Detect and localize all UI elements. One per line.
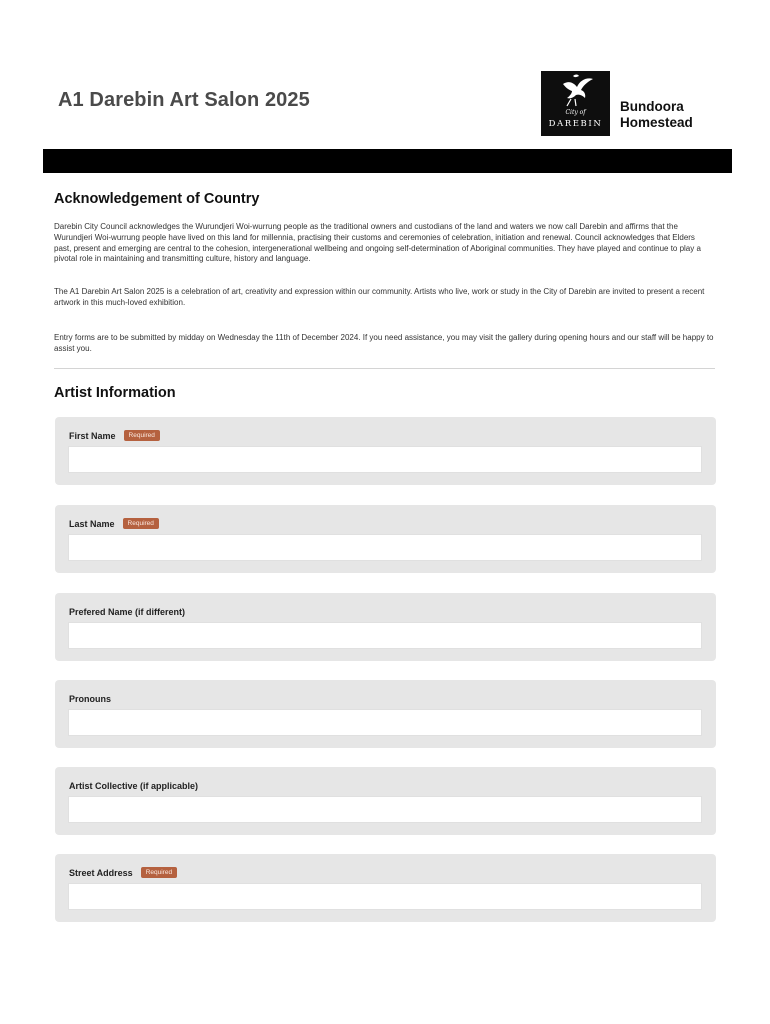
pronouns-input[interactable] — [68, 709, 702, 736]
artist-collective-card — [55, 767, 716, 835]
organisation-name — [620, 99, 693, 130]
org-name-line-2: Homestead — [620, 114, 693, 130]
section-divider — [54, 368, 715, 369]
street-address-card — [55, 854, 716, 922]
city-of-darebin-logo — [541, 71, 610, 136]
required-badge: Required — [124, 430, 160, 441]
first-name-card — [55, 417, 716, 485]
last-name-label: Last Name — [69, 518, 115, 529]
last-name-input[interactable] — [68, 534, 702, 561]
pronouns-card — [55, 680, 716, 748]
first-name-label: First Name — [69, 430, 116, 441]
street-address-input[interactable] — [68, 883, 702, 910]
first-name-input[interactable] — [68, 446, 702, 473]
acknowledgement-heading: Acknowledgement of Country — [54, 191, 260, 207]
artist-collective-input[interactable] — [68, 796, 702, 823]
artist-collective-label: Artist Collective (if applicable) — [69, 780, 199, 791]
logo-wordmark: DAREBIN — [548, 119, 603, 129]
bird-icon — [541, 71, 610, 111]
required-badge: Required — [141, 867, 177, 878]
artist-information-heading: Artist Information — [54, 385, 176, 401]
preferred-name-card — [55, 593, 716, 661]
pronouns-label: Pronouns — [69, 693, 111, 704]
last-name-card — [55, 505, 716, 573]
required-badge: Required — [123, 518, 159, 529]
salon-description-paragraph: The A1 Darebin Art Salon 2025 is a celebration of art, creativity and expression within our community. Artists who live, work or study in the City of Darebin are invited to present a recent artwork in this much-loved exhibition. — [54, 287, 705, 307]
submission-deadline-paragraph: Entry forms are to be submitted by midday on Wednesday the 11th of December 2024. If you need assistance, you may visit the gallery during opening hours and our staff will be happy to assist you. — [54, 333, 714, 353]
page-title: A1 Darebin Art Salon 2025 — [58, 89, 310, 111]
preferred-name-input[interactable] — [68, 622, 702, 649]
street-address-label: Street Address — [69, 867, 133, 878]
logo-city-of-text: City of — [565, 109, 586, 116]
header-divider-bar — [43, 149, 732, 173]
org-name-line-1: Bundoora — [620, 99, 684, 114]
acknowledgement-paragraph: Darebin City Council acknowledges the Wurundjeri Woi-wurrung people as the traditional owners and custodians of the land and waters we now call Darebin and affirms that the Wurundjeri Woi-wurrung people have lived on this land for millennia, practising their customs and ceremonies of celebration, initiation and renewal. Council acknowledges that Elders past, present and emerging are central to the cohesion, intergenerational wellbeing and ongoing self-determination of Aboriginal communities. They have played and continue to play a pivotal role in maintaining and transmitting culture, history and language. — [54, 222, 701, 264]
preferred-name-label: Prefered Name (if different) — [69, 606, 186, 617]
